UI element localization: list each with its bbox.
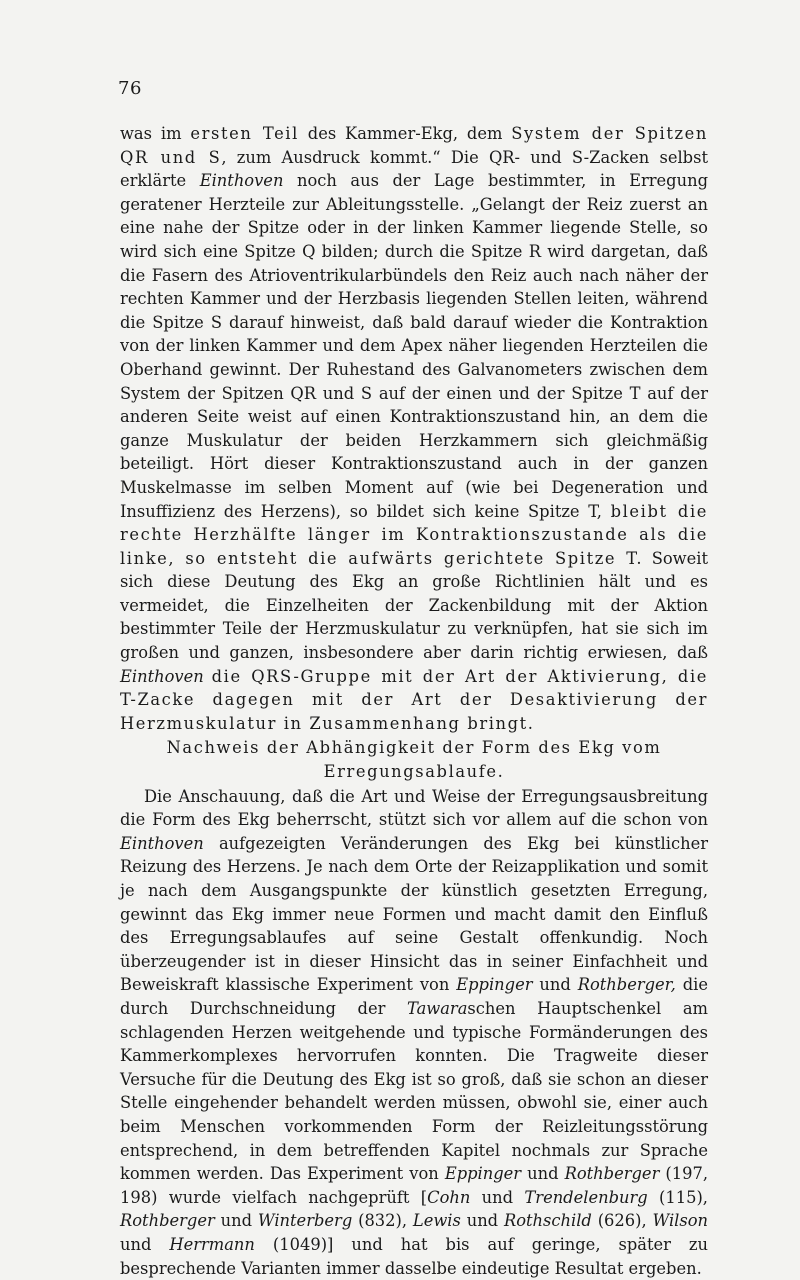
author-name: Rothschild xyxy=(503,1211,592,1231)
author-name: Rothberger, xyxy=(577,975,676,995)
text-span: Die Anschauung, daß die Art und Weise der Erregungsausbreitung die Form des Ekg beherrscht, stützt sich vor allem auf die schon von xyxy=(120,786,708,830)
paragraph-experiment xyxy=(120,785,708,1280)
text-span xyxy=(204,667,212,686)
spaced-emphasis: in Zusammenhang bringt. xyxy=(276,713,535,733)
text-span: noch aus der Lage bestimmter, in Erregung geratener Herzteile zur Ableitungsstelle. „Gelangt der Reiz zuerst an eine nahe der Spitze oder in der linken Kammer liegende Stelle, so wird sich eine Spitze Q bilden; durch die Spitze R wird dargetan, daß die Fasern des Atrioventrikularbündels den Reiz auch nach näher der rechten Kammer und der Herzbasis liegenden Stellen leiten, während die Spitze S darauf hinweist, daß bald darauf wieder die Kontraktion von der linken Kammer und dem Apex näher liegenden Herzteilen die Oberhand gewinnt. Der Ruhestand des Galvanometers zwischen dem System der Spitzen QR und S auf der einen und der Spitze T auf der anderen Seite weist auf einen Kontraktionszustand hin, an dem die ganze Muskulatur der beiden Herzkammern sich gleichmäßig beteiligt. Hört dieser Kontraktionszustand auch in der ganzen Muskelmasse im selben Moment auf (wie bei Degeneration und Insuffizienz des Herzens), so bildet sich keine Spitze T, xyxy=(120,171,708,521)
author-name: Rothberger xyxy=(120,1211,215,1231)
author-name: Trendelenburg xyxy=(524,1187,648,1207)
text-span: und xyxy=(460,1211,504,1231)
author-name: Eppinger xyxy=(456,975,533,995)
spaced-emphasis: die QRS-Gruppe mit der Art der Aktivierung, die T-Zacke dagegen mit der Art der Desaktivierung der Herzmuskulatur xyxy=(120,666,708,733)
author-name: Wilson xyxy=(652,1211,709,1231)
text-span: Soweit sich diese Deutung des Ekg an große Richtlinien hält und es vermeidet, die Einzelheiten der Zackenbildung mit der Aktion bestimmter Teile der Herzmuskulatur zu verknüpfen, hat sie sich im großen und ganzen, insbesondere aber darin richtig erwiesen, daß xyxy=(120,548,709,663)
text-span: (1049)] und hat bis auf geringe, später zu besprechende Varianten immer dasselbe eindeutige Resultat ergeben. xyxy=(120,1234,708,1278)
author-name: Einthoven xyxy=(120,833,204,853)
body-text xyxy=(120,122,708,1280)
text-span: und xyxy=(470,1187,525,1207)
text-span: , zum Ausdruck kommt.“ Die QR- und S-Zacken selbst erklärte xyxy=(120,147,709,191)
section-heading: Nachweis der Abhängigkeit der Form des Ekg vom Erregungsablaufe. xyxy=(166,738,662,782)
text-span: (197, 198) wurde vielfach nachgeprüft [ xyxy=(120,1164,709,1207)
spaced-emphasis: ersten Teil xyxy=(190,124,299,143)
author-name: Lewis xyxy=(412,1211,461,1231)
text-span: und xyxy=(214,1211,258,1231)
text-span: und xyxy=(532,975,578,995)
paragraph-einthoven-interpretation xyxy=(120,122,708,735)
text-span: (626), xyxy=(591,1211,653,1231)
author-name: Einthoven xyxy=(120,666,204,686)
author-name: Winterberg xyxy=(257,1211,353,1231)
author-name: Rothberger xyxy=(564,1164,660,1184)
text-span: aufgezeigten Veränderungen des Ekg bei künstlicher Reizung des Herzens. Je nach dem Orte der Reizapplikation und somit je nach dem Ausgangspunkte der künstlich gesetzten Erregung, gewinnt das Ekg immer neue Formen und macht damit den Einfluß des Erregungsablaufes auf seine Gestalt offenkundig. Noch überzeugender ist in dieser Hinsicht das in seiner Einfachheit und Beweiskraft klassische Experiment von xyxy=(120,833,708,995)
text-span: und xyxy=(120,1234,170,1254)
text-span: schen Hauptschenkel am schlagenden Herzen weitgehende und typische Formänderungen des Kammerkomplexes hervorrufen konnten. Die Tragweite dieser Versuche für die Deutung des Ekg ist so groß, daß sie schon an dieser Stelle eingehender behandelt werden müssen, obwohl sie, einer auch beim Menschen vorkommenden Form der Reizleitungsstörung entsprechend, in dem betreffenden Kapitel nochmals zur Sprache kommen werden. Das Experiment von xyxy=(120,998,708,1184)
text-span: (832), xyxy=(352,1211,413,1231)
spaced-emphasis: System der Spitzen QR und S xyxy=(120,124,709,167)
author-name: Herrmann xyxy=(169,1234,255,1254)
page-number: 76 xyxy=(118,78,142,99)
author-name: Eppinger xyxy=(444,1164,522,1184)
author-name: Tawara xyxy=(406,998,468,1018)
text-span: des Kammer-Ekg, dem xyxy=(298,124,512,143)
spaced-emphasis: bleibt die rechte Herzhälfte länger im Kontraktionszustande als die linke, so entsteht die aufwärts gerichtete Spitze T. xyxy=(120,501,708,568)
text-span: was im xyxy=(120,124,191,143)
text-span: und xyxy=(521,1164,565,1184)
author-name: Cohn xyxy=(427,1187,471,1207)
author-name: Einthoven xyxy=(199,171,284,191)
text-span: die durch Durchschneidung der xyxy=(120,975,709,1018)
text-span: (115), xyxy=(647,1187,708,1207)
